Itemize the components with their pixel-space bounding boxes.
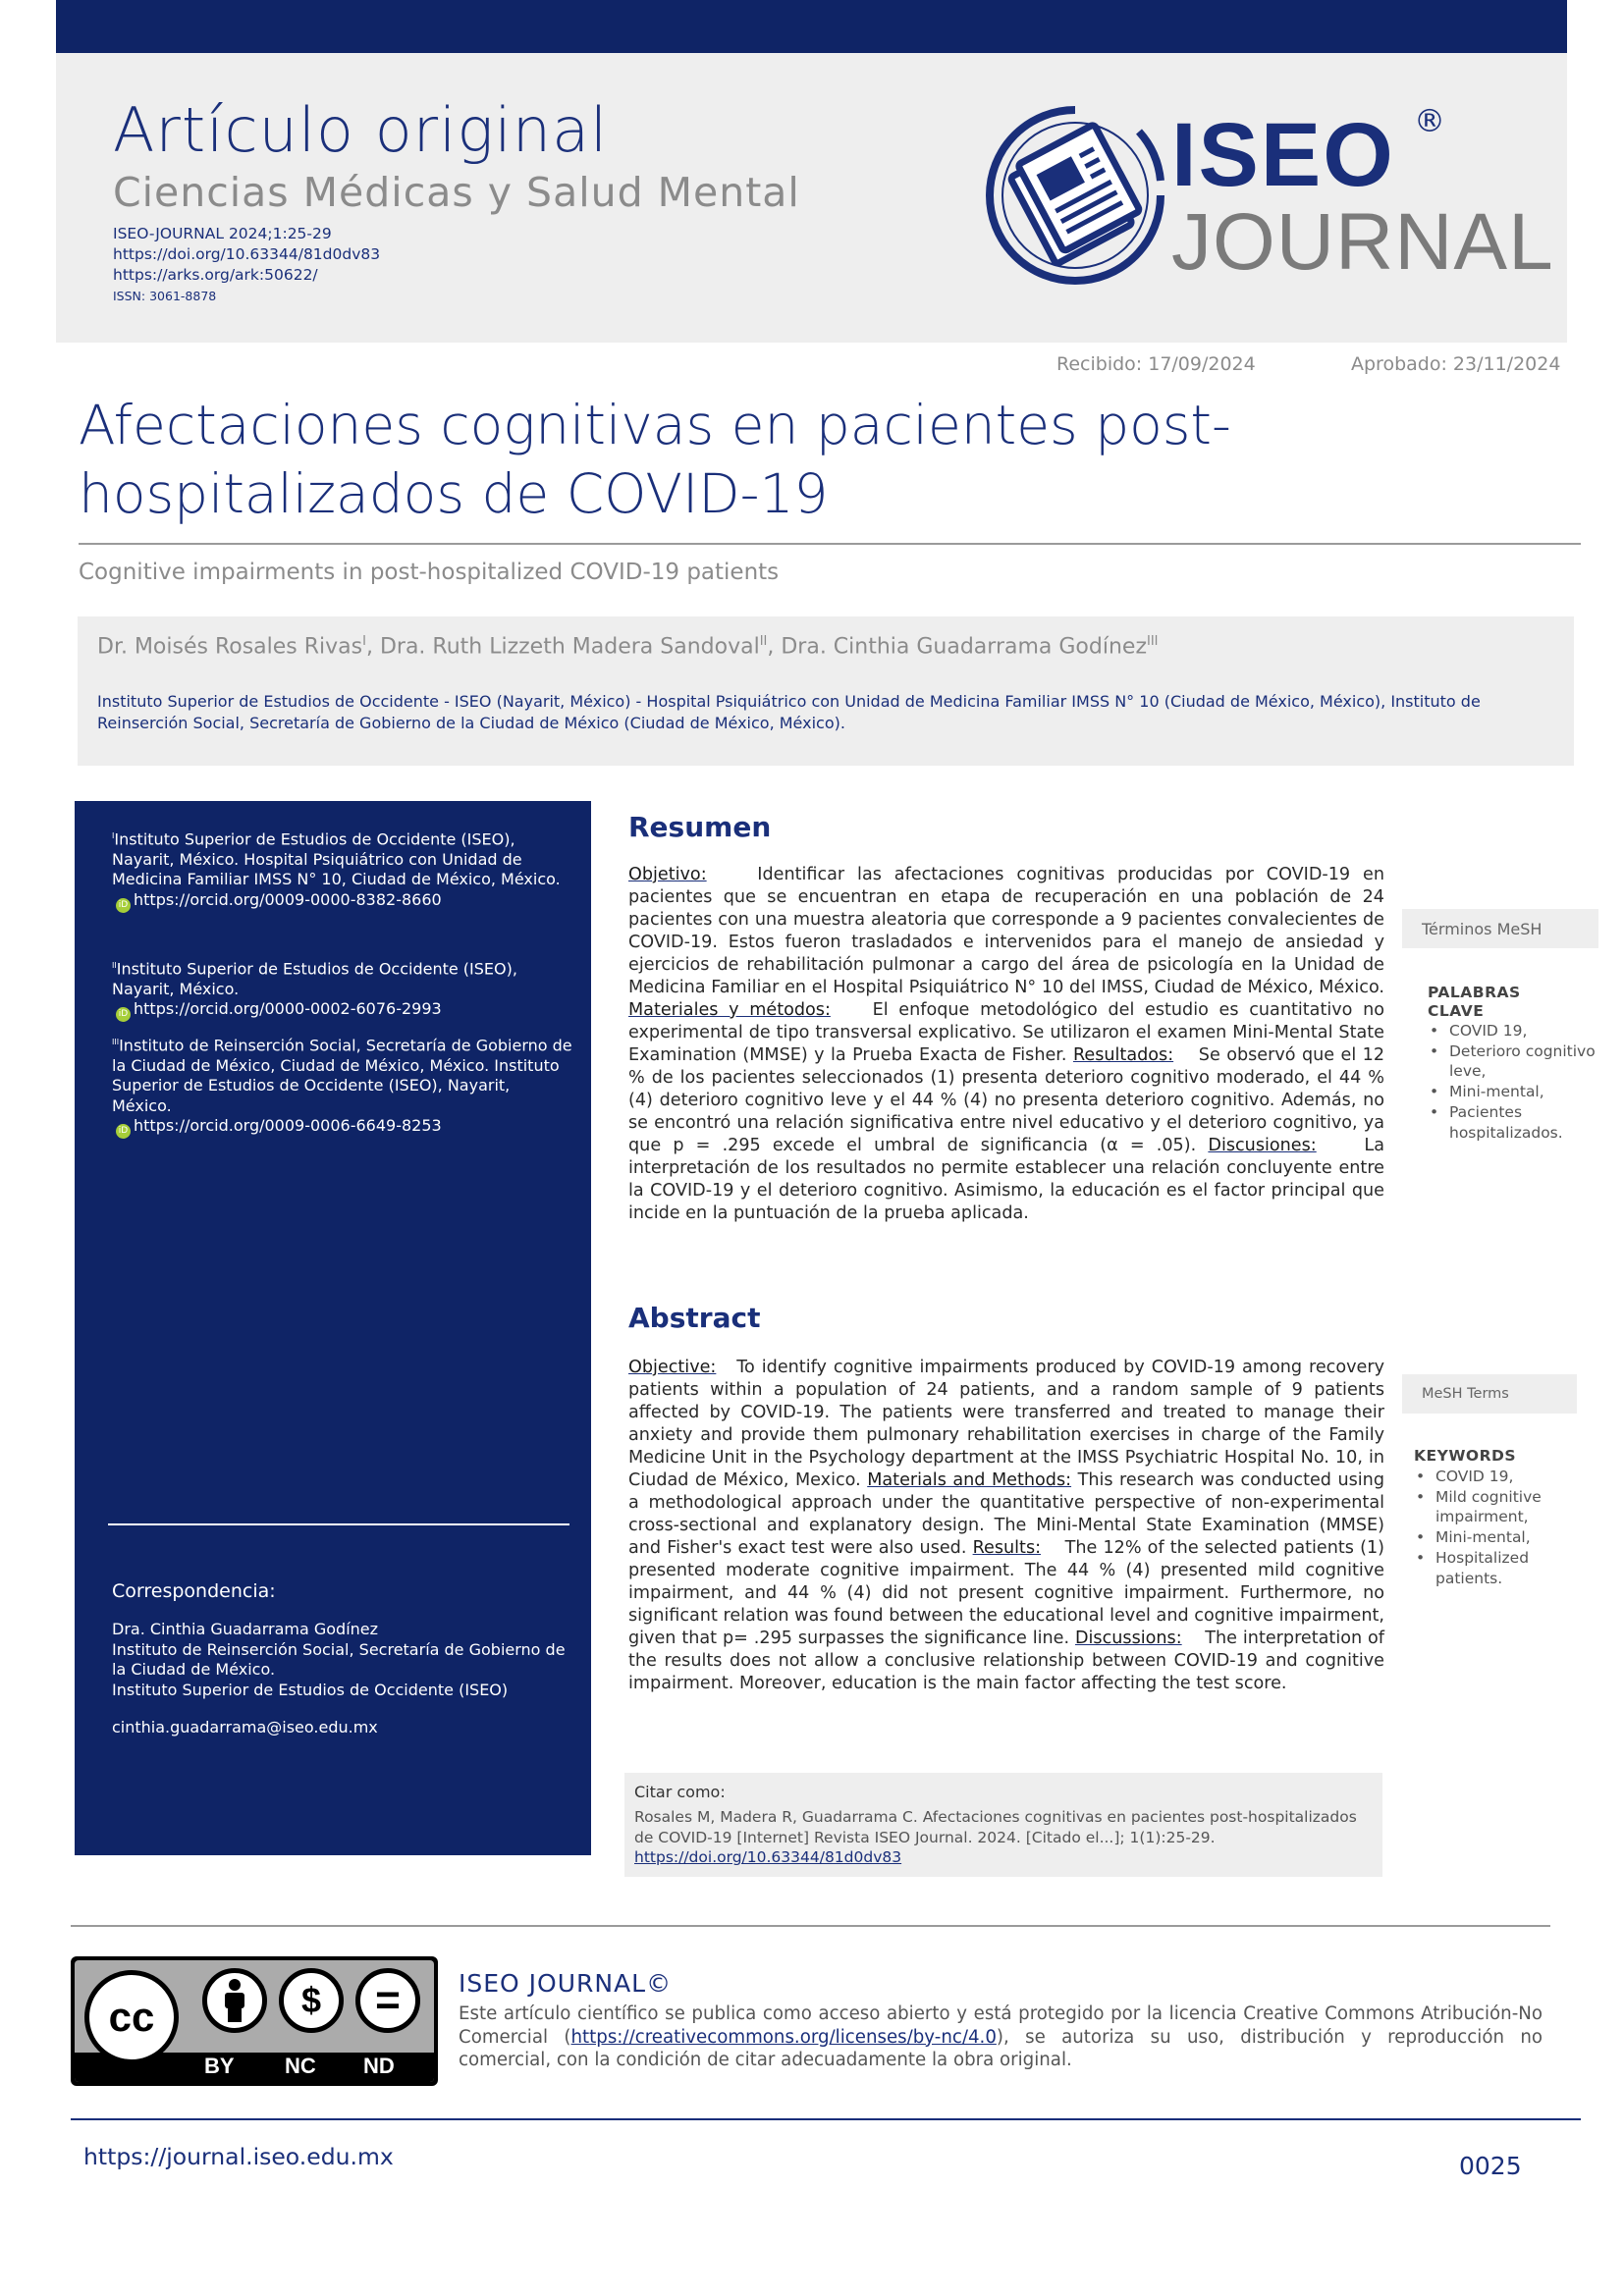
abstract-results-label: Results:: [972, 1538, 1042, 1558]
correspondence-affiliation-2: Instituto Superior de Estudios de Occidente (ISEO): [112, 1680, 509, 1699]
keyword-item: • Deterioro cognitivo leve,: [1428, 1041, 1597, 1082]
author-3-sup: III: [1147, 634, 1159, 649]
abstract-discussion-text: The interpretation of the results does not allow a conclusive relationship between COVID-19 and cognitive impairment. Moreover, education is the main factor affecting the test score.: [628, 1629, 1384, 1693]
keyword-item: • COVID 19,: [1414, 1467, 1583, 1487]
abstract-methods-text: This research was conducted using a methodological approach under the quantitative perspective of non-experimental cross-sectional and explanatory design. The Mini-Mental State Examination (MMSE) and Fisher's exact test were also used.: [628, 1470, 1385, 1558]
authors-affiliation: Instituto Superior de Estudios de Occidente - ISEO (Nayarit, México) - Hospital Psiquiátrico con Unidad de Medicina Familiar IMSS N° 10 (Ciudad de México, México), Instituto de Reinserción Social, Secretaría de Gobierno de la Ciudad de México (Ciudad de México, México).: [97, 692, 1481, 732]
orcid-icon: iD: [116, 1007, 131, 1022]
title-divider: [79, 543, 1581, 545]
resumen-heading: Resumen: [628, 811, 772, 843]
correspondence-title: Correspondencia:: [112, 1580, 276, 1602]
citation-line: ISEO-JOURNAL 2024;1:25-29: [113, 225, 332, 242]
license-title: ISEO JOURNAL©: [459, 1969, 673, 1998]
keywords-list-es: [1428, 1021, 1597, 1143]
abstract-objective-text: To identify cognitive impairments produced by COVID-19 among recovery patients within a population of 24 patients, and a random sample of 9 patients affected by COVID-19. The patients were transferred and treated to manage their anxiety and provide them pulmonary rehabilitation exercises in charge of the Family Medicine Unit in the Psychology department at the IMSS Psychiatric Hospital No. 10, in Ciudad de México, Mexico.: [628, 1358, 1384, 1490]
affiliation-sup: II: [112, 961, 117, 970]
resumen-objective-label: Objetivo:: [628, 865, 707, 884]
keywords-title-line-2: CLAVE: [1428, 1002, 1485, 1020]
resumen-results-label: Resultados:: [1072, 1045, 1174, 1065]
resumen-objective-text: Identificar las afectaciones cognitivas producidas por COVID-19 en pacientes que se encuentran en etapa de recuperación en una población de 24 pacientes con una muestra aleatoria que corresponde a 9 pacientes convalecientes de COVID-19. Estos fueron trasladados e intervenidos para el manejo de ansiedad y ejercicios de rehabilitación pulmonar a cargo del área de psicología en la Unidad de Medicina Familiar en el Hospital Psiquiátrico N° 10 del IMSS, Ciudad de México, México.: [628, 865, 1384, 997]
keyword-item: • Mild cognitive impairment,: [1414, 1487, 1583, 1527]
sidebar-panel: [75, 801, 591, 1855]
footer-divider: [71, 2118, 1581, 2120]
footer-journal-url[interactable]: https://journal.iseo.edu.mx: [83, 2143, 394, 2170]
nc-label: NC: [285, 2054, 316, 2078]
orcid-link[interactable]: https://orcid.org/0009-0006-6649-8253: [134, 1116, 442, 1136]
sidebar-affiliation-2: [112, 956, 573, 1022]
nd-label: ND: [363, 2054, 395, 2078]
affiliation-text: Instituto de Reinserción Social, Secretaría de Gobierno de la Ciudad de México, Ciudad de México, México. Instituto Superior de Estudios de Occidente (ISEO), Nayarit, México.: [112, 1036, 572, 1115]
abstract-body: [628, 1357, 1384, 1695]
mesh-terms-tab-es: Términos MeSH: [1402, 909, 1598, 948]
license-text: [459, 2002, 1543, 2072]
abstract-heading: Abstract: [628, 1302, 761, 1334]
top-bar: [56, 0, 1567, 53]
cite-text: [634, 1807, 1373, 1868]
cite-as-box: [624, 1773, 1382, 1877]
abstract-methods-label: Materials and Methods:: [867, 1470, 1072, 1490]
orcid-icon: iD: [116, 898, 131, 913]
attribution-figure: [217, 1978, 252, 2023]
license-link[interactable]: https://creativecommons.org/licenses/by-nc/4.0: [570, 2026, 997, 2048]
resumen-body: [628, 864, 1384, 1225]
affiliation-text: Instituto Superior de Estudios de Occidente (ISEO), Nayarit, México. Hospital Psiquiátrico con Unidad de Medicina Familiar IMSS N° 10, Ciudad de México, México.: [112, 829, 561, 889]
affiliation-sup: I: [112, 831, 115, 840]
keyword-item: • Mini-mental,: [1414, 1527, 1583, 1548]
person-icon: [202, 1968, 267, 2033]
cc-icon: cc: [84, 1970, 179, 2064]
orcid-link[interactable]: https://orcid.org/0009-0000-8382-8660: [134, 889, 442, 909]
correspondence-affiliation-1: Instituto de Reinserción Social, Secretaría de Gobierno de la Ciudad de México.: [112, 1639, 566, 1679]
resumen-discussion-label: Discusiones:: [1208, 1136, 1317, 1155]
license-divider: [71, 1925, 1550, 1927]
non-commercial-icon: $: [279, 1968, 344, 2033]
approved-date: Aprobado: 23/11/2024: [1351, 353, 1561, 375]
keywords-title-en: KEYWORDS: [1414, 1447, 1517, 1465]
correspondence-body: [112, 1620, 573, 1700]
author-list: [97, 634, 1159, 659]
author-2: , Dra. Ruth Lizzeth Madera Sandoval: [365, 634, 760, 660]
correspondence-email[interactable]: cinthia.guadarrama@iseo.edu.mx: [112, 1718, 378, 1736]
doi-link[interactable]: https://doi.org/10.63344/81d0dv83: [113, 245, 381, 263]
sidebar-affiliation-3: [112, 1033, 573, 1139]
correspondence-name: Dra. Cinthia Guadarrama Godínez: [112, 1620, 379, 1638]
abstract-discussion-label: Discussions:: [1075, 1629, 1182, 1648]
affiliation-text: Instituto Superior de Estudios de Occidente (ISEO), Nayarit, México.: [112, 959, 517, 998]
keywords-title-es: [1428, 984, 1521, 1021]
keyword-item: • Pacientes hospitalizados.: [1428, 1102, 1597, 1143]
mesh-terms-tab-en: MeSH Terms: [1402, 1374, 1577, 1414]
article-subtitle: Cognitive impairments in post-hospitalized COVID-19 patients: [79, 560, 780, 585]
page-number: 0025: [1459, 2152, 1522, 2180]
no-derivatives-icon: =: [355, 1968, 420, 2033]
logo-iseo-text: ISEO: [1171, 105, 1395, 205]
newspaper-circle-icon: [982, 102, 1168, 289]
author-2-sup: II: [759, 634, 768, 649]
sidebar-affiliation-1: [112, 827, 573, 913]
license-text-before: Este artículo científico se publica como acceso abierto y está protegido por la licencia Creative Commons Atribución-No Comercial (: [459, 2003, 1543, 2048]
received-date: Recibido: 17/09/2024: [1056, 353, 1256, 375]
resumen-methods-text: El enfoque metodológico del estudio es cuantitativo no experimental de tipo transversal explicativo. Se utilizaron el examen Mini-Mental State Examination (MMSE) y la Prueba Exacta de Fisher.: [628, 1000, 1385, 1065]
by-label: BY: [204, 2054, 235, 2078]
journal-meta: [113, 224, 380, 306]
keyword-item: • Mini-mental,: [1428, 1082, 1597, 1102]
keywords-title-line-1: PALABRAS: [1428, 984, 1521, 1001]
abstract-objective-label: Objective:: [628, 1358, 717, 1377]
cc-license-badge[interactable]: [71, 1956, 438, 2086]
cite-doi-link[interactable]: https://doi.org/10.63344/81d0dv83: [634, 1848, 902, 1866]
cc-badge-inner: [75, 1960, 434, 2082]
article-title: Afectaciones cognitivas en pacientes post-hospitalizados de COVID-19: [79, 394, 1231, 525]
affiliation-sup: III: [112, 1038, 120, 1046]
license-text-after: ), se autoriza su uso, distribución y reproducción no comercial, con la condición de citar adecuadamente la obra original.: [459, 2026, 1543, 2070]
section-name: Ciencias Médicas y Salud Mental: [113, 169, 800, 216]
author-1: Dr. Moisés Rosales Rivas: [97, 634, 363, 660]
keyword-item: • COVID 19,: [1428, 1021, 1597, 1041]
abstract-results-text: The 12% of the selected patients (1) presented moderate cognitive impairment. The 44 % (4) presented mild cognitive impairment, and 44 % (4) did not present cognitive impairment. Furthermore, no significant relation was found between the educational level and cognitive impairment, given that p= .295 surpasses the significance line.: [628, 1538, 1385, 1648]
keywords-list-en: [1414, 1467, 1583, 1588]
logo-registered-mark: ®: [1414, 102, 1445, 139]
cite-title: Citar como:: [634, 1783, 726, 1801]
article-type: Artículo original: [113, 94, 609, 166]
cite-reference: Rosales M, Madera R, Guadarrama C. Afectaciones cognitivas en pacientes post-hospitalizados de COVID-19 [Internet] Revista ISEO Journal. 2024. [Citado el...]; 1(1):25-29.: [634, 1808, 1357, 1846]
authors-box: [78, 616, 1574, 766]
author-3: , Dra. Cinthia Guadarrama Godínez: [767, 634, 1147, 660]
issn: ISSN: 3061-8878: [113, 289, 217, 303]
resumen-methods-label: Materiales y métodos:: [628, 1000, 831, 1020]
logo-journal-text: JOURNAL: [1171, 197, 1554, 287]
iseo-journal-logo: [982, 102, 1554, 289]
resumen-discussion-text: La interpretación de los resultados no permite establecer una relación concluyente entre la COVID-19 y el deterioro cognitivo. Asimismo, la educación es el factor principal que incide en la puntuación de la prueba aplicada.: [628, 1136, 1384, 1223]
orcid-icon: iD: [116, 1124, 131, 1139]
orcid-link[interactable]: https://orcid.org/0000-0002-6076-2993: [134, 999, 442, 1019]
sidebar-divider: [108, 1523, 569, 1525]
ark-link[interactable]: https://arks.org/ark:50622/: [113, 266, 318, 284]
resumen-results-text: Se observó que el 12 % de los pacientes seleccionados (1) presenta deterioro cognitivo moderado, el 44 % (4) deterioro cognitivo leve y el 44 % (4) no presenta deterioro cognitivo. Además, no se encontró una relación significativa entre nivel educativo y el deterioro cognitivo, ya que p = .295 excede el umbral de significancia (α = .05).: [628, 1045, 1385, 1155]
author-1-sup: I: [362, 634, 366, 649]
keyword-item: • Hospitalized patients.: [1414, 1548, 1583, 1588]
